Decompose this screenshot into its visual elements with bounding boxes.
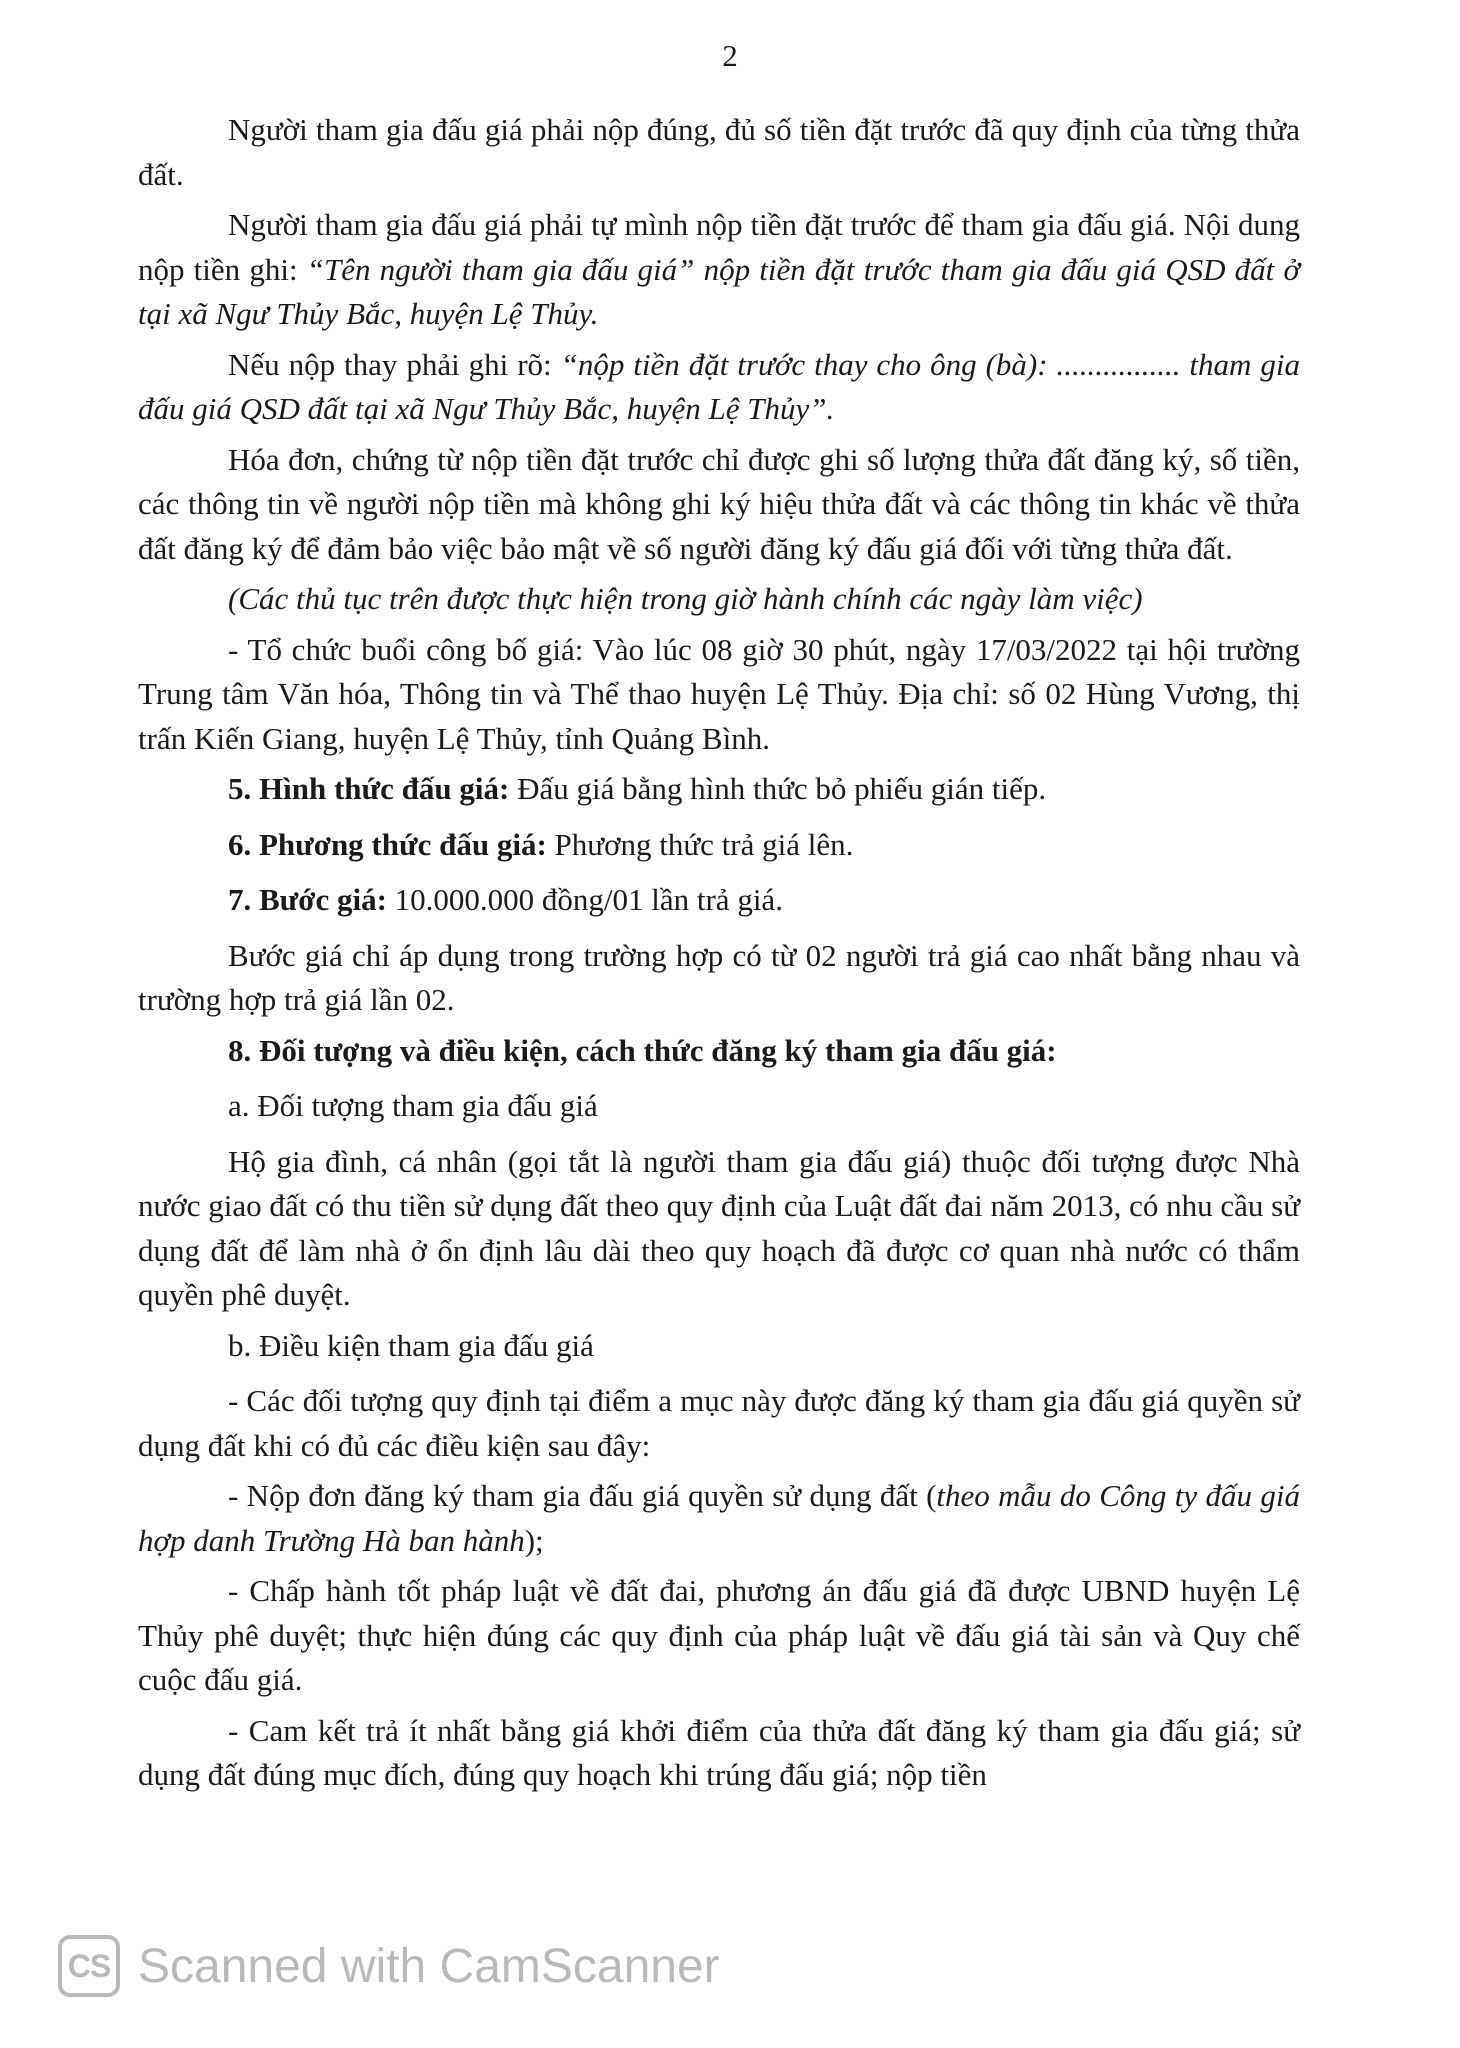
paragraph-italic-text: theo mẫu do Công ty đấu giá hợp danh Trường Hà ban hành bbox=[138, 1478, 1301, 1558]
paragraph-condition-commitment: - Cam kết trả ít nhất bằng giá khởi điểm của thửa đất đăng ký tham gia đấu giá; sử dụng đất đúng mục đích, đúng quy hoạch khi trúng đấu giá; nộp tiền bbox=[138, 1712, 1300, 1792]
camscanner-watermark bbox=[58, 1932, 720, 2000]
section-label: 8. Đối tượng và điều kiện, cách thức đăng ký tham gia đấu giá: bbox=[228, 1032, 1057, 1068]
camscanner-watermark-text: Scanned with CamScanner bbox=[138, 1939, 720, 1993]
section-text: 10.000.000 đồng/01 lần trả giá. bbox=[386, 882, 783, 917]
section-text: Phương thức trả giá lên. bbox=[546, 826, 854, 862]
paragraph-condition-application bbox=[138, 1474, 1300, 1563]
page-number: 2 bbox=[722, 38, 738, 73]
paragraph-condition-compliance: - Chấp hành tốt pháp luật về đất đai, phương án đấu giá đã được UBND huyện Lệ Thủy phê duyệt; thực hiện đúng các quy định của pháp luật về đấu giá tài sản và Quy chế cuộc đấu giá. bbox=[138, 1573, 1300, 1697]
document-body bbox=[138, 108, 1300, 1804]
paragraph-deposit-self bbox=[138, 203, 1300, 337]
subsection-b-heading: b. Điều kiện tham gia đấu giá bbox=[228, 1327, 594, 1363]
section-label: 5. Hình thức đấu giá: bbox=[228, 771, 510, 806]
paragraph-eligible-subjects: Hộ gia đình, cá nhân (gọi tắt là người tham gia đấu giá) thuộc đối tượng được Nhà nước giao đất có thu tiền sử dụng đất theo quy định của Luật đất đai năm 2013, có nhu cầu sử dụng đất để làm nhà ở ổn định lâu dài theo quy hoạch đã được cơ quan nhà nước có thẩm quyền phê duyệt. bbox=[138, 1143, 1300, 1312]
section-label: 7. Bước giá: bbox=[228, 882, 387, 917]
subsection-a-heading: a. Đối tượng tham gia đấu giá bbox=[228, 1088, 598, 1123]
paragraph-deposit-proxy bbox=[138, 343, 1300, 432]
paragraph-invoice: Hóa đơn, chứng từ nộp tiền đặt trước chỉ được ghi số lượng thửa đất đăng ký, số tiền, các thông tin về người nộp tiền mà không ghi ký hiệu thửa đất và các thông tin khác về thửa đất đăng ký để đảm bảo việc bảo mật về số người đăng ký đấu giá đối với từng thửa đất. bbox=[138, 441, 1300, 566]
paragraph-text: ); bbox=[524, 1522, 544, 1558]
section-label: 6. Phương thức đấu giá: bbox=[228, 826, 547, 862]
paragraph-price-announcement: - Tổ chức buổi công bố giá: Vào lúc 08 giờ 30 phút, ngày 17/03/2022 tại hội trường Trung tâm Văn hóa, Thông tin và Thể thao huyện Lệ Thủy. Địa chỉ: số 02 Hùng Vương, thị trấn Kiến Giang, huyện Lệ Thủy, tỉnh Quảng Bình. bbox=[138, 631, 1300, 756]
paragraph-text: Nếu nộp thay phải ghi rõ: bbox=[228, 346, 561, 382]
paragraph-italic-text: (Các thủ tục trên được thực hiện trong giờ hành chính các ngày làm việc) bbox=[228, 581, 1143, 616]
section-8-heading bbox=[138, 1029, 1300, 1074]
paragraph-deposit-amount: Người tham gia đấu giá phải nộp đúng, đủ số tiền đặt trước đã quy định của từng thửa đất. bbox=[138, 112, 1300, 192]
paragraph-bid-step-note: Bước giá chỉ áp dụng trong trường hợp có từ 02 người trả giá cao nhất bằng nhau và trường hợp trả giá lần 02. bbox=[138, 937, 1300, 1017]
paragraph-text: - Nộp đơn đăng ký tham gia đấu giá quyền sử dụng đất ( bbox=[228, 1478, 937, 1513]
paragraph-italic-text: “Tên người tham gia đấu giá” nộp tiền đặt trước tham gia đấu giá QSD đất ở tại xã Ngư Thủy Bắc, huyện Lệ Thủy. bbox=[138, 251, 1300, 331]
section-6-auction-method bbox=[138, 823, 1300, 868]
paragraph-conditions-intro: - Các đối tượng quy định tại điểm a mục này được đăng ký tham gia đấu giá quyền sử dụng đất khi có đủ các điều kiện sau đây: bbox=[138, 1383, 1300, 1463]
paragraph-office-hours-note bbox=[138, 577, 1300, 622]
paragraph-text: Người tham gia đấu giá phải tự mình nộp tiền đặt trước để tham gia đấu giá. Nội dung nộp tiền ghi: bbox=[138, 207, 1300, 287]
section-7-bid-step bbox=[138, 878, 1300, 923]
section-text: Đấu giá bằng hình thức bỏ phiếu gián tiếp. bbox=[509, 771, 1047, 806]
section-5-auction-form bbox=[138, 767, 1300, 812]
camscanner-logo: CS bbox=[58, 1935, 120, 1997]
paragraph-italic-text: “nộp tiền đặt trước thay cho ông (bà): ................ tham gia đấu giá QSD đất tại xã Ngư Thủy Bắc, huyện Lệ Thủy”. bbox=[138, 346, 1300, 426]
